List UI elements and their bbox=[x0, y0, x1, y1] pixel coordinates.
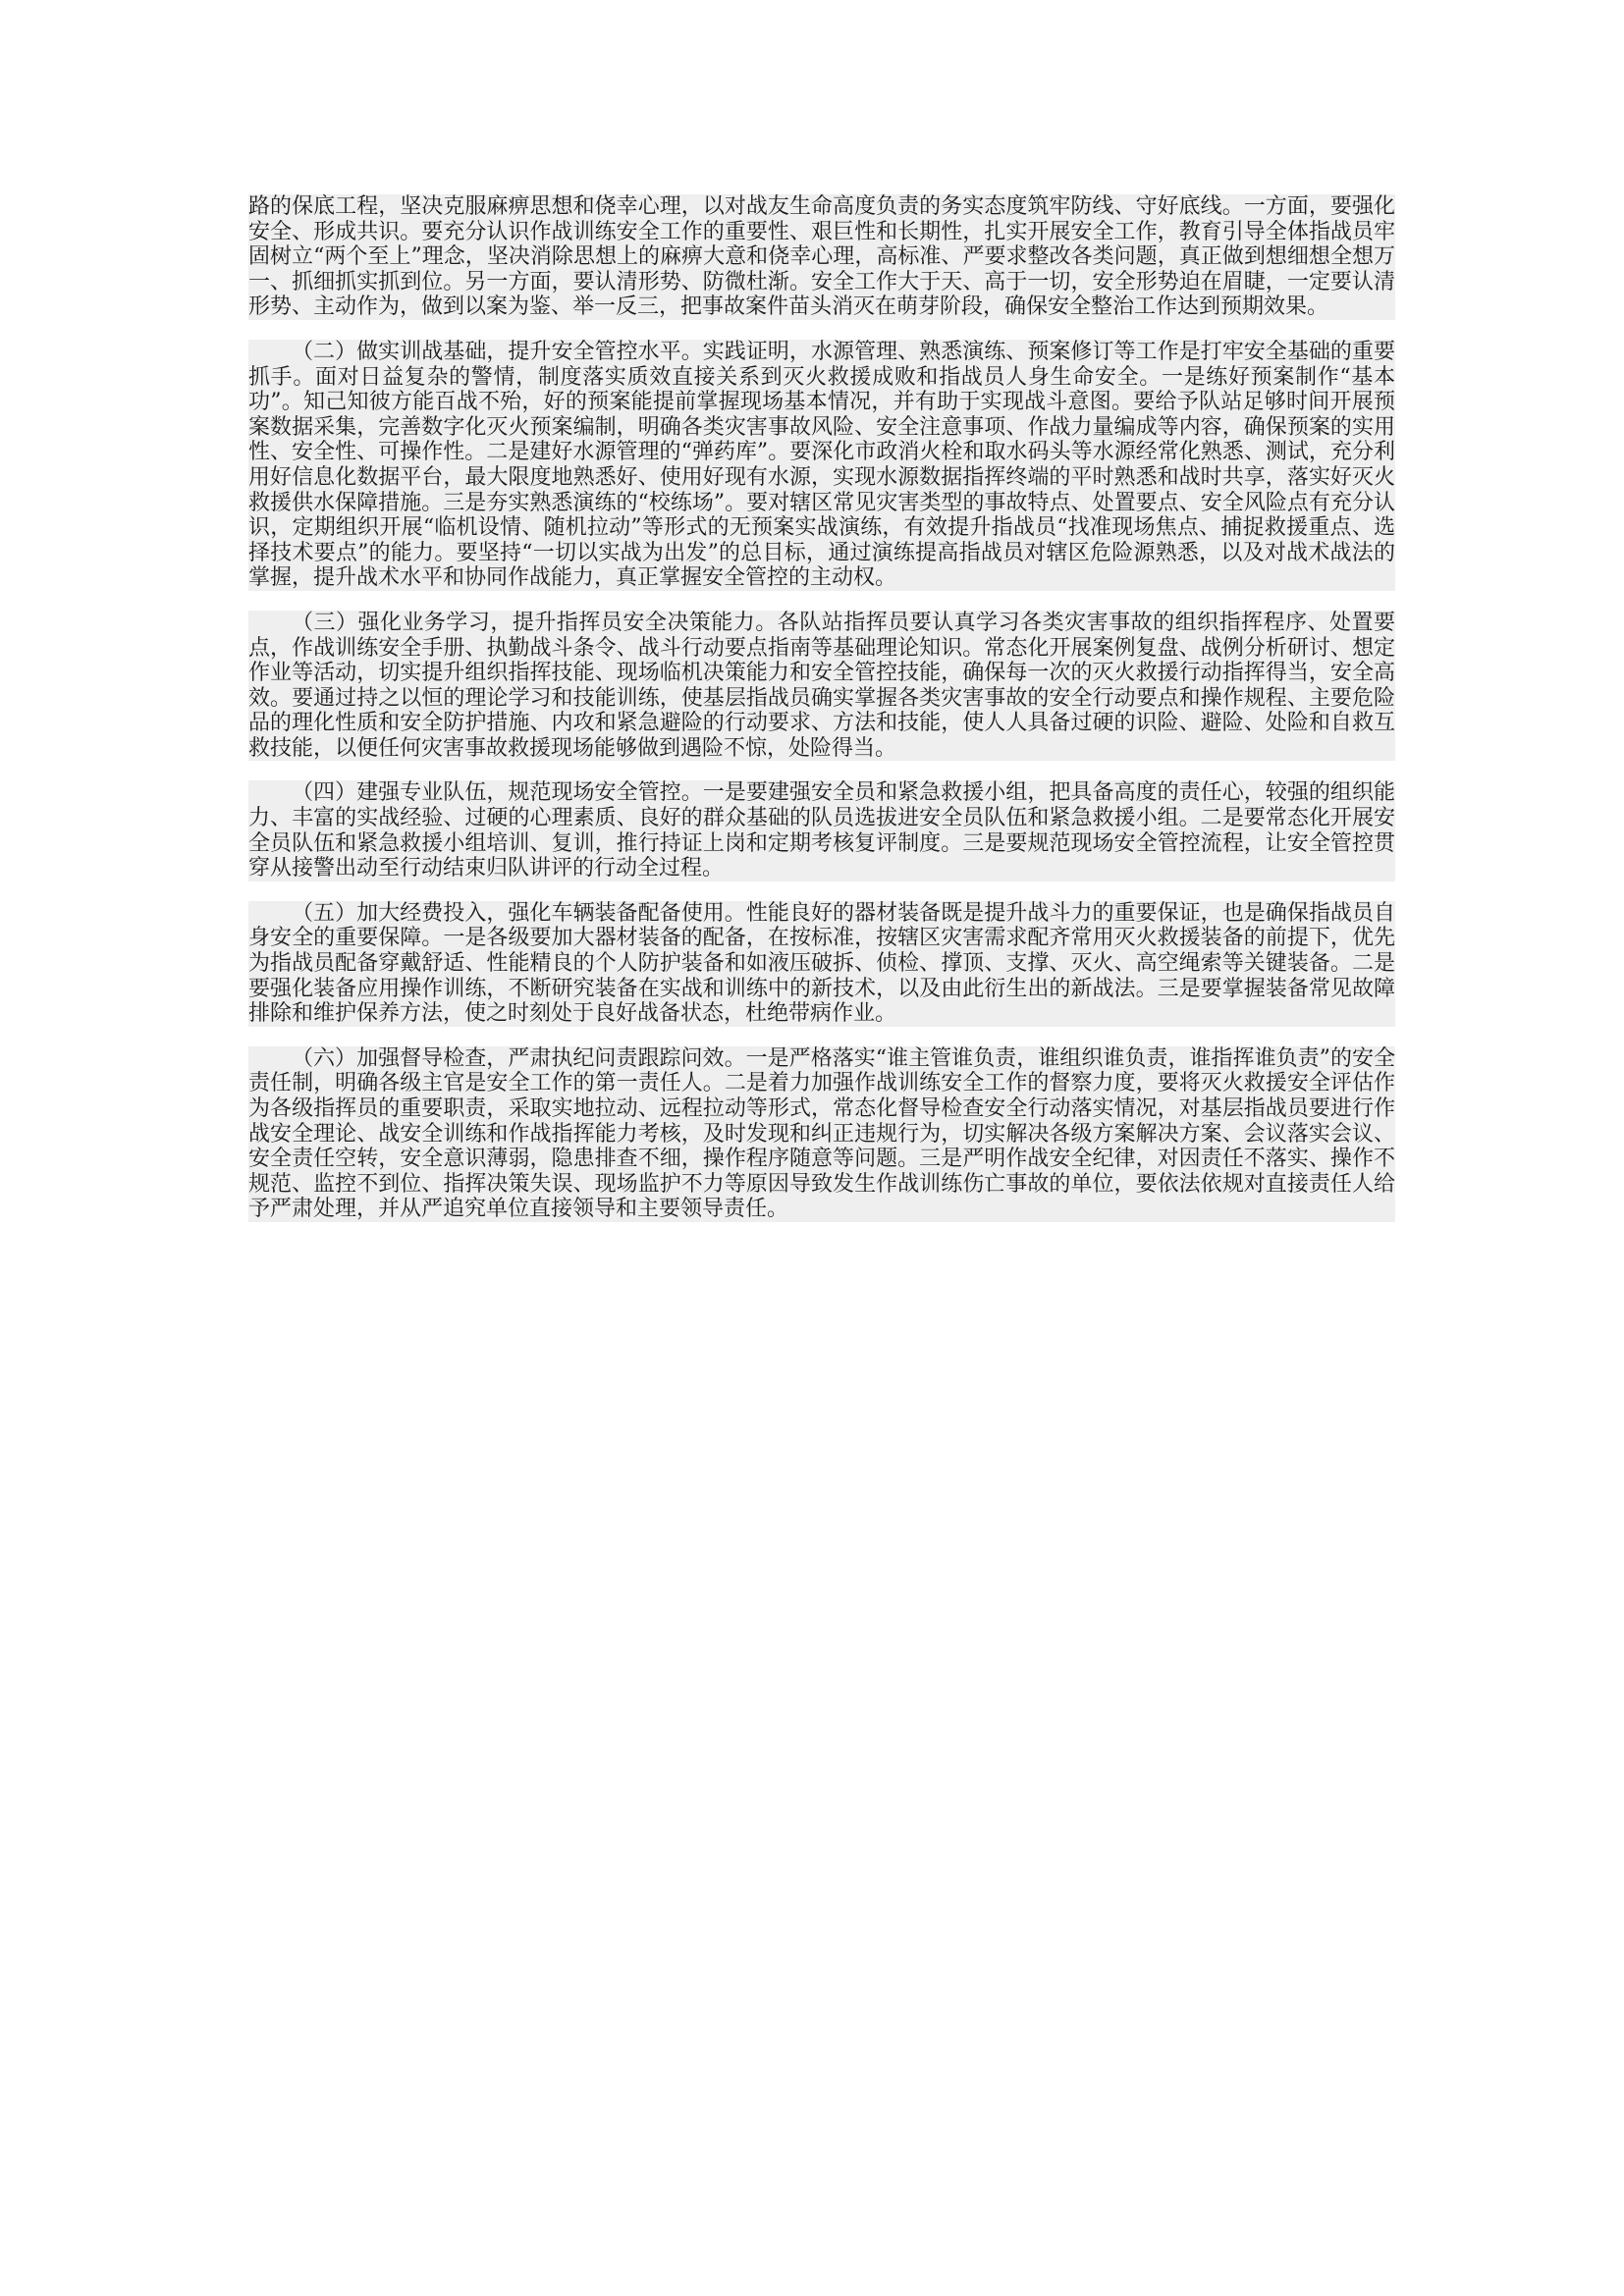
paragraph-section-5: （五）加大经费投入，强化车辆装备配备使用。性能良好的器材装备既是提升战斗力的重要保证，也是确保指战员自身安全的重要保障。一是各级要加大器材装备的配备，在按标准，按辖区灾害需求配齐常用灭火救援装备的前提下，优先为指战员配备穿戴舒适、性能精良的个人防护装备和如液压破拆、侦检、撑顶、支撑、灭火、高空绳索等关键装备。二是要强化装备应用操作训练，不断研究装备在实战和训练中的新技术，以及由此衍生出的新战法。三是要掌握装备常见故障排除和维护保养方法，使之时刻处于良好战备状态，杜绝带病作业。 bbox=[248, 900, 1395, 1027]
paragraph-intro-continuation: 路的保底工程，坚决克服麻痹思想和侥幸心理，以对战友生命高度负责的务实态度筑牢防线、守好底线。一方面，要强化安全、形成共识。要充分认识作战训练安全工作的重要性、艰巨性和长期性，扎实开展安全工作，教育引导全体指战员牢固树立“两个至上”理念，坚决消除思想上的麻痹大意和侥幸心理，高标准、严要求整改各类问题，真正做到想细想全想万一、抓细抓实抓到位。另一方面，要认清形势、防微杜渐。安全工作大于天、高于一切，安全形势迫在眉睫，一定要认清形势、主动作为，做到以案为鉴、举一反三，把事故案件苗头消灭在萌芽阶段，确保安全整治工作达到预期效果。 bbox=[248, 194, 1395, 320]
paragraph-section-2: （二）做实训战基础，提升安全管控水平。实践证明，水源管理、熟悉演练、预案修订等工作是打牢安全基础的重要抓手。面对日益复杂的警情，制度落实质效直接关系到灭火救援成败和指战员人身生命安全。一是练好预案制作“基本功”。知己知彼方能百战不殆，好的预案能提前掌握现场基本情况，并有助于实现战斗意图。要给予队站足够时间开展预案数据采集，完善数字化灭火预案编制，明确各类灾害事故风险、安全注意事项、作战力量编成等内容，确保预案的实用性、安全性、可操作性。二是建好水源管理的“弹药库”。要深化市政消火栓和取水码头等水源经常化熟悉、测试，充分利用好信息化数据平台，最大限度地熟悉好、使用好现有水源，实现水源数据指挥终端的平时熟悉和战时共享，落实好灭火救援供水保障措施。三是夯实熟悉演练的“校练场”。要对辖区常见灾害类型的事故特点、处置要点、安全风险点有充分认识，定期组织开展“临机设情、随机拉动”等形式的无预案实战演练，有效提升指战员“找准现场焦点、捕捉救援重点、选择技术要点”的能力。要坚持“一切以实战为出发”的总目标，通过演练提高指战员对辖区危险源熟悉，以及对战术战法的掌握，提升战术水平和协同作战能力，真正掌握安全管控的主动权。 bbox=[248, 339, 1395, 591]
paragraph-section-4: （四）建强专业队伍，规范现场安全管控。一是要建强安全员和紧急救援小组，把具备高度的责任心，较强的组织能力、丰富的实战经验、过硬的心理素质、良好的群众基础的队员选拔进安全员队伍和紧急救援小组。二是要常态化开展安全员队伍和紧急救援小组培训、复训，推行持证上岗和定期考核复评制度。三是要规范现场安全管控流程，让安全管控贯穿从接警出动至行动结束归队讲评的行动全过程。 bbox=[248, 780, 1395, 881]
paragraph-gap bbox=[248, 881, 1395, 901]
document-body bbox=[248, 194, 1395, 1222]
paragraph-gap bbox=[248, 761, 1395, 780]
paragraph-section-3: （三）强化业务学习，提升指挥员安全决策能力。各队站指挥员要认真学习各类灾害事故的组织指挥程序、处置要点，作战训练安全手册、执勤战斗条令、战斗行动要点指南等基础理论知识。常态化开展案例复盘、战例分析研讨、想定作业等活动，切实提升组织指挥技能、现场临机决策能力和安全管控技能，确保每一次的灭火救援行动指挥得当，安全高效。要通过持之以恒的理论学习和技能训练，使基层指战员确实掌握各类灾害事故的安全行动要点和操作规程、主要危险品的理化性质和安全防护措施、内攻和紧急避险的行动要求、方法和技能，使人人具备过硬的识险、避险、处险和自救互救技能，以便任何灾害事故救援现场能够做到遇险不惊，处险得当。 bbox=[248, 610, 1395, 761]
paragraph-section-6: （六）加强督导检查，严肃执纪问责跟踪问效。一是严格落实“谁主管谁负责，谁组织谁负责，谁指挥谁负责”的安全责任制，明确各级主官是安全工作的第一责任人。二是着力加强作战训练安全工作的督察力度，要将灭火救援安全评估作为各级指挥员的重要职责，采取实地拉动、远程拉动等形式，常态化督导检查安全行动落实情况，对基层指战员要进行作战安全理论、战安全训练和作战指挥能力考核，及时发现和纠正违规行为，切实解决各级方案解决方案、会议落实会议、安全责任空转，安全意识薄弱，隐患排查不细，操作程序随意等问题。三是严明作战安全纪律，对因责任不落实、操作不规范、监控不到位、指挥决策失误、现场监护不力等原因导致发生作战训练伤亡事故的单位，要依法依规对直接责任人给予严肃处理，并从严追究单位直接领导和主要领导责任。 bbox=[248, 1045, 1395, 1222]
paragraph-gap bbox=[248, 591, 1395, 611]
paragraph-gap bbox=[248, 320, 1395, 340]
paragraph-gap bbox=[248, 1027, 1395, 1046]
